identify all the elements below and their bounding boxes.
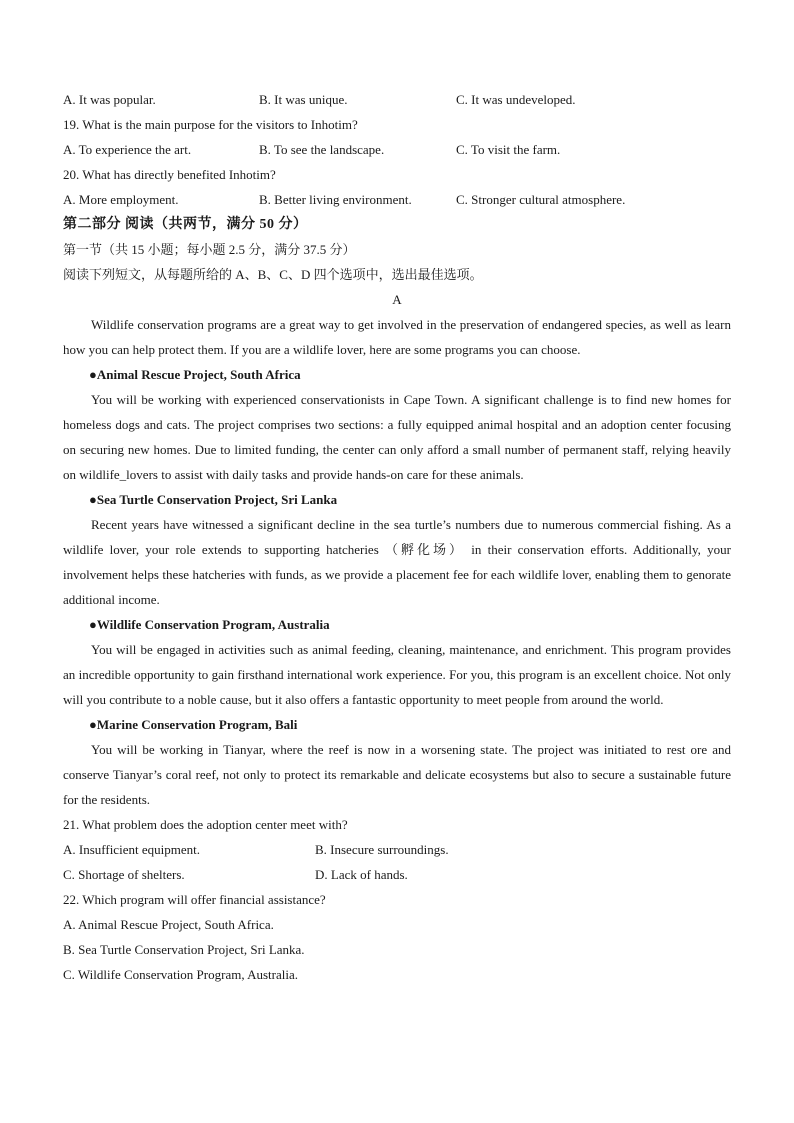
program-heading-bali: ●Marine Conservation Program, Bali: [89, 717, 298, 732]
q20-option-c: C. Stronger cultural atmosphere.: [456, 192, 626, 207]
q18-option-b: B. It was unique.: [259, 92, 348, 107]
q18-options: [63, 87, 731, 112]
q22-question: 22. Which program will offer financial assistance?: [63, 892, 326, 907]
q19-option-c: C. To visit the farm.: [456, 142, 561, 157]
q18-option-a: A. It was popular.: [63, 92, 156, 107]
q20-option-a: A. More employment.: [63, 192, 179, 207]
q22-option-c: C. Wildlife Conservation Program, Australia.: [63, 967, 299, 982]
passage-intro: Wildlife conservation programs are a great way to get involved in the preservation of endangered species, as well as learn how you can help protect them. If you are a wildlife lover, here are some programs you can choose.: [63, 317, 731, 357]
q21-option-b: B. Insecure surroundings.: [315, 842, 449, 857]
program-text-australia: You will be engaged in activities such as animal feeding, cleaning, maintenance, and enrichment. This program provides an incredible opportunity to gain firsthand international work experience. For you, this program is an excellent choice. Not only will you contribute to a noble cause, but it also offers a fantastic opportunity to meet people from around the world.: [63, 642, 731, 707]
q20-question: 20. What has directly benefited Inhotim?: [63, 167, 276, 182]
section1-title: 第一节（共 15 小题；每小题 2.5 分，满分 37.5 分）: [63, 242, 356, 257]
passage-label: A: [392, 292, 402, 307]
q19-option-a: A. To experience the art.: [63, 142, 192, 157]
q22-option-b: B. Sea Turtle Conservation Project, Sri Lanka.: [63, 942, 305, 957]
program-text-bali: You will be working in Tianyar, where the reef is now in a worsening state. The project was initiated to rest ore and conserve Tianyar’s coral reef, not only to protect its remarkable and delicate ecosystems but also to secure a sustainable future for the residents.: [63, 742, 731, 807]
program-heading-australia: ●Wildlife Conservation Program, Australia: [89, 617, 330, 632]
part2-title: 第二部分 阅读（共两节，满分 50 分）: [63, 217, 308, 232]
q19-options: [63, 137, 731, 162]
q20-options: [63, 187, 731, 212]
q18-option-c: C. It was undeveloped.: [456, 92, 576, 107]
q22-option-a: A. Animal Rescue Project, South Africa.: [63, 917, 274, 932]
q21-options-row1: [63, 837, 731, 862]
q19-question: 19. What is the main purpose for the visitors to Inhotim?: [63, 117, 358, 132]
program-text-sri-lanka: Recent years have witnessed a significant decline in the sea turtle’s numbers due to numerous commercial fishing. As a wildlife lover, your role extends to supporting hatcheries （孵化场） in their conservation efforts. Additionally, your involvement helps these hatcheries with funds, as we provide a placement fee for each wildlife lover, enabling them to genorate additional income.: [63, 517, 731, 607]
q21-options-row2: [63, 862, 731, 887]
exam-page: [63, 87, 731, 987]
q19-option-b: B. To see the landscape.: [259, 142, 385, 157]
program-heading-sri-lanka: ●Sea Turtle Conservation Project, Sri Lanka: [89, 492, 338, 507]
program-text-south-africa: You will be working with experienced conservationists in Cape Town. A significant challenge is to find new homes for homeless dogs and cats. The project comprises two sections: a fully equipped animal hospital and an adoption center focusing on securing new homes. Due to limited funding, the center can only afford a small number of permanent staff, relying heavily on wildlife_lovers to assist with daily tasks and provide hands-on care for these animals.: [63, 392, 731, 482]
q21-option-d: D. Lack of hands.: [315, 867, 408, 882]
q21-option-c: C. Shortage of shelters.: [63, 867, 185, 882]
q20-option-b: B. Better living environment.: [259, 192, 412, 207]
program-heading-south-africa: ●Animal Rescue Project, South Africa: [89, 367, 301, 382]
reading-instruction: 阅读下列短文，从每题所给的 A、B、C、D 四个选项中，选出最佳选项。: [63, 267, 483, 282]
q21-option-a: A. Insufficient equipment.: [63, 842, 200, 857]
q21-question: 21. What problem does the adoption center meet with?: [63, 817, 348, 832]
